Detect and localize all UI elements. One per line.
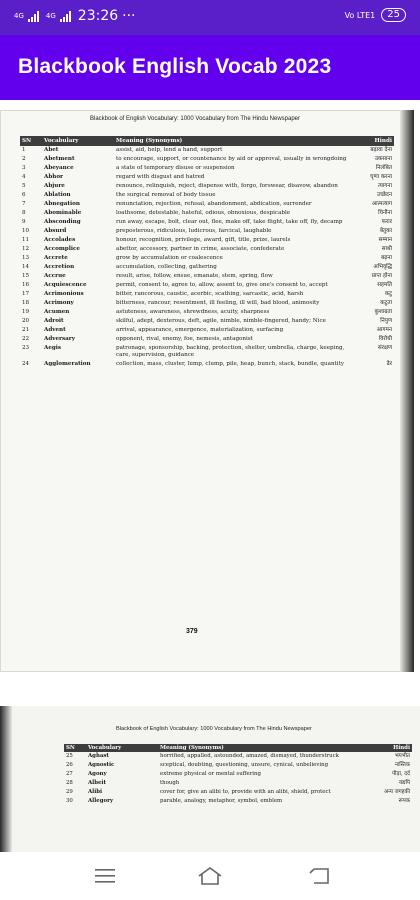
battery-icon: 25 bbox=[381, 8, 406, 22]
vocab-meaning: renunciation, rejection, refusal, abandonment, abdication, surrender bbox=[116, 201, 312, 207]
column-header: Meaning (Synonyms) bbox=[158, 744, 368, 752]
vocab-meaning: bitter, rancorous, caustic, acerbic, scathing, sarcastic, acid, harsh bbox=[116, 291, 304, 297]
row-number: 11 bbox=[22, 237, 30, 243]
vocab-meaning: cover for, give an alibi to, provide with an alibi, shield, protect bbox=[160, 789, 331, 795]
table-row bbox=[64, 779, 412, 788]
vocab-word: Abominable bbox=[44, 210, 82, 216]
table-row bbox=[20, 290, 394, 299]
back-icon[interactable] bbox=[306, 864, 332, 888]
row-number: 26 bbox=[66, 762, 73, 768]
row-number: 28 bbox=[66, 780, 73, 786]
table-header-row bbox=[64, 744, 412, 752]
vocab-meaning: accumulation, collecting, gathering bbox=[116, 264, 217, 270]
vocab-word: Acumen bbox=[44, 309, 70, 315]
vocab-word: Abet bbox=[44, 147, 59, 153]
table-row bbox=[64, 770, 412, 779]
row-number: 18 bbox=[22, 300, 30, 306]
vocab-hindi: निलंबित bbox=[375, 165, 392, 171]
vocab-hindi: भयभीत bbox=[394, 753, 410, 759]
vocab-word: Accrue bbox=[44, 273, 66, 279]
row-number: 25 bbox=[66, 753, 73, 759]
vocab-meaning: assist, aid, help, lend a hand, support bbox=[116, 147, 223, 153]
row-number: 16 bbox=[22, 282, 30, 288]
status-left bbox=[14, 8, 136, 24]
table-row bbox=[20, 146, 394, 155]
column-header: Vocabulary bbox=[86, 744, 158, 752]
app-bar bbox=[0, 35, 420, 100]
vocab-word: Agnostic bbox=[88, 762, 115, 768]
vocab-hindi: सम्मान bbox=[378, 237, 392, 243]
page-header: Blackbook of English Vocabulary: 1000 Vocabulary from The Hindu Newspaper bbox=[116, 726, 312, 732]
vocab-hindi: आगमन bbox=[376, 327, 392, 333]
table-row bbox=[20, 254, 394, 263]
table-row bbox=[20, 263, 394, 272]
vocab-word: Accrete bbox=[44, 255, 68, 261]
app-title: Blackbook English Vocab 2023 bbox=[18, 55, 332, 78]
column-header: Hindi bbox=[368, 744, 412, 752]
vocab-hindi: बेतुका bbox=[379, 228, 392, 234]
vocab-meaning: honour, recognition, privilege, award, gift, title, prize, laurels bbox=[116, 237, 291, 243]
row-number: 13 bbox=[22, 255, 30, 261]
vocab-word: Acquiescence bbox=[44, 282, 87, 288]
pdf-page-379[interactable] bbox=[0, 110, 414, 672]
row-number: 27 bbox=[66, 771, 73, 777]
vocab-hindi: ढेर bbox=[386, 361, 392, 367]
table-row bbox=[20, 281, 394, 290]
row-number: 24 bbox=[22, 361, 30, 367]
vocab-hindi: कटु bbox=[384, 291, 392, 297]
row-number: 14 bbox=[22, 264, 30, 270]
table-row bbox=[20, 227, 394, 236]
vocab-meaning: result, arise, follow, ensue, emanate, stem, spring, flow bbox=[116, 273, 273, 279]
network-4g-label: 4G bbox=[14, 11, 24, 20]
table-header-row bbox=[20, 136, 394, 146]
vocab-meaning: sceptical, doubting, questioning, unsure, cynical, unbelieving bbox=[160, 762, 329, 768]
vocab-word: Ablation bbox=[44, 192, 71, 198]
column-header: Vocabulary bbox=[42, 136, 114, 146]
row-number: 17 bbox=[22, 291, 30, 297]
vocab-hindi: सहमति bbox=[377, 282, 392, 288]
row-number: 23 bbox=[22, 345, 30, 351]
vocab-meaning: opponent, rival, enemy, foe, nemesis, antagonist bbox=[116, 336, 253, 342]
vocab-word: Accomplice bbox=[44, 246, 80, 252]
vocab-word: Accretion bbox=[44, 264, 75, 270]
table-row bbox=[64, 797, 412, 806]
vocab-word: Agglomeration bbox=[44, 361, 91, 367]
vocab-word: Alibi bbox=[88, 789, 103, 795]
navigation-bar bbox=[0, 852, 420, 900]
vocab-meaning: extreme physical or mental suffering bbox=[160, 771, 261, 777]
vocab-meaning: run away, escape, bolt, clear out, flee, make off, take flight, take off, fly, decamp bbox=[116, 219, 343, 225]
vocab-meaning: renounce, relinquish, reject, dispense with, forgo, forswear, disavow, abandon bbox=[116, 183, 338, 189]
vocab-word: Adroit bbox=[44, 318, 64, 324]
row-number: 15 bbox=[22, 273, 30, 279]
row-number: 7 bbox=[22, 201, 26, 207]
vocab-word: Agony bbox=[88, 771, 107, 777]
table-row bbox=[64, 788, 412, 797]
column-header: Hindi bbox=[350, 136, 394, 146]
row-number: 20 bbox=[22, 318, 30, 324]
vocab-hindi: विरोधी bbox=[378, 336, 392, 342]
table-row bbox=[20, 299, 394, 308]
vocab-meaning: horrified, appalled, astounded, amazed, dismayed, thunderstruck bbox=[160, 753, 339, 759]
vocab-hindi: संरक्षण bbox=[377, 345, 392, 351]
column-header: Meaning (Synonyms) bbox=[114, 136, 350, 146]
menu-icon[interactable] bbox=[92, 864, 118, 888]
table-body bbox=[20, 146, 394, 369]
vocab-word: Abetment bbox=[44, 156, 75, 162]
vocab-meaning: bitterness, rancour, resentment, ill feeling, ill will, bad blood, animosity bbox=[116, 300, 320, 306]
vocab-hindi: नास्तिक bbox=[394, 762, 410, 768]
vocab-hindi: अभिवृद्धि bbox=[373, 264, 392, 270]
vocab-meaning: patronage, sponsorship, backing, protection, shelter, umbrella, charge, keeping, care, supervision, guidance bbox=[116, 345, 345, 358]
table-row bbox=[64, 761, 412, 770]
volte-label: Vo LTE1 bbox=[344, 10, 376, 20]
table-row bbox=[20, 155, 394, 164]
row-number: 2 bbox=[22, 156, 26, 162]
vocab-hindi: आत्मत्याग bbox=[371, 201, 392, 207]
vocab-meaning: the surgical removal of body tissue bbox=[116, 192, 216, 198]
vocab-hindi: निपुण bbox=[380, 318, 392, 324]
vocab-word: Absurd bbox=[44, 228, 67, 234]
column-header: SN bbox=[20, 136, 42, 146]
vocab-hindi: यद्यपि bbox=[399, 780, 410, 786]
page-header: Blackbook of English Vocabulary: 1000 Vocabulary from The Hindu Newspaper bbox=[90, 116, 301, 122]
vocab-hindi: बढ़ना bbox=[381, 255, 392, 261]
vocab-word: Aghast bbox=[88, 753, 109, 759]
row-number: 19 bbox=[22, 309, 30, 315]
clock: 23:26 bbox=[77, 8, 119, 24]
vocab-table bbox=[64, 744, 412, 806]
table-row bbox=[20, 200, 394, 209]
vocab-hindi: त्यागना bbox=[377, 183, 392, 189]
vocab-word: Abnegation bbox=[44, 201, 80, 207]
row-number: 8 bbox=[22, 210, 26, 216]
vocab-hindi: फरार bbox=[381, 219, 392, 225]
vocab-table bbox=[20, 136, 394, 369]
table-row bbox=[20, 191, 394, 200]
table-row bbox=[20, 360, 394, 369]
vocab-word: Acrimonious bbox=[44, 291, 84, 297]
table-body bbox=[64, 752, 412, 806]
vocab-hindi: कुशाग्रता bbox=[374, 309, 392, 315]
vocab-word: Allegory bbox=[88, 798, 114, 804]
vocab-meaning: grow by accumulation or coalescence bbox=[116, 255, 223, 261]
table-row bbox=[20, 326, 394, 335]
row-number: 5 bbox=[22, 183, 26, 189]
table-row bbox=[20, 272, 394, 281]
table-row bbox=[20, 317, 394, 326]
vocab-meaning: abettor, accessory, partner in crime, associate, confederate bbox=[116, 246, 285, 252]
row-number: 9 bbox=[22, 219, 26, 225]
network-4g-label-2: 4G bbox=[45, 11, 56, 20]
vocab-word: Albeit bbox=[88, 780, 106, 786]
vocab-hindi: रूपक bbox=[398, 798, 410, 804]
vocab-meaning: regard with disgust and hatred bbox=[116, 174, 205, 180]
table-row bbox=[20, 245, 394, 254]
table-row bbox=[64, 752, 412, 761]
vocab-hindi: पीड़ा, दर्द bbox=[392, 771, 410, 777]
row-number: 22 bbox=[22, 336, 30, 342]
signal-icon bbox=[28, 11, 39, 22]
vocab-meaning: loathsome, detestable, hateful, odious, obnoxious, despicable bbox=[116, 210, 291, 216]
vocab-meaning: preposterous, ridiculous, ludicrous, farcical, laughable bbox=[116, 228, 272, 234]
table-row bbox=[20, 218, 394, 227]
vocab-word: Absconding bbox=[44, 219, 81, 225]
row-number: 30 bbox=[66, 798, 73, 804]
row-number: 1 bbox=[22, 147, 26, 153]
vocab-hindi: उच्छेदन bbox=[376, 192, 392, 198]
page-number: 379 bbox=[186, 628, 198, 635]
vocab-meaning: arrival, appearance, emergence, materialization, surfacing bbox=[116, 327, 284, 333]
vocab-hindi: उकसाना bbox=[374, 156, 392, 162]
vocab-word: Acrimony bbox=[44, 300, 74, 306]
table-row bbox=[20, 164, 394, 173]
vocab-hindi: प्राप्त होना bbox=[371, 273, 392, 279]
vocab-hindi: बढ़ावा देना bbox=[370, 147, 392, 153]
vocab-meaning: a state of temporary disuse or suspension bbox=[116, 165, 235, 171]
vocab-meaning: collection, mass, cluster, lump, clump, pile, heap, bunch, stack, bundle, quantity bbox=[116, 361, 344, 367]
row-number: 21 bbox=[22, 327, 30, 333]
column-header: SN bbox=[64, 744, 86, 752]
home-icon[interactable] bbox=[197, 864, 223, 888]
table-row bbox=[20, 173, 394, 182]
table-row bbox=[20, 344, 394, 360]
status-bar bbox=[0, 0, 420, 35]
row-number: 6 bbox=[22, 192, 26, 198]
row-number: 29 bbox=[66, 789, 73, 795]
table-row bbox=[20, 236, 394, 245]
vocab-hindi: कटुता bbox=[380, 300, 392, 306]
table-row bbox=[20, 182, 394, 191]
vocab-hindi: अन्य जगहकी bbox=[384, 789, 410, 795]
vocab-word: Abeyance bbox=[44, 165, 74, 171]
row-number: 12 bbox=[22, 246, 30, 252]
vocab-meaning: astuteness, awareness, shrewdness, acuity, sharpness bbox=[116, 309, 270, 315]
vocab-word: Aegis bbox=[44, 345, 62, 351]
vocab-word: Accolades bbox=[44, 237, 76, 243]
vocab-hindi: साथी bbox=[381, 246, 392, 252]
vocab-word: Adversary bbox=[44, 336, 75, 342]
signal-icon-2 bbox=[60, 11, 71, 22]
table-row bbox=[20, 209, 394, 218]
vocab-meaning: permit, consent to, agree to, allow, assent to, give one's consent to, accept bbox=[116, 282, 328, 288]
vocab-hindi: घिनौना bbox=[378, 210, 392, 216]
vocab-meaning: to encourage, support, or countenance by aid or approval, usually in wrongdoing bbox=[116, 156, 347, 162]
row-number: 10 bbox=[22, 228, 30, 234]
vocab-meaning: though bbox=[160, 780, 180, 786]
table-row bbox=[20, 308, 394, 317]
row-number: 4 bbox=[22, 174, 26, 180]
row-number: 3 bbox=[22, 165, 26, 171]
vocab-word: Abhor bbox=[44, 174, 63, 180]
table-row bbox=[20, 335, 394, 344]
notification-dots: ··· bbox=[122, 8, 136, 24]
pdf-page-next[interactable] bbox=[0, 706, 420, 852]
vocab-word: Advent bbox=[44, 327, 66, 333]
vocab-hindi: घृणा करना bbox=[370, 174, 392, 180]
vocab-word: Abjure bbox=[44, 183, 65, 189]
status-right bbox=[345, 8, 406, 22]
vocab-meaning: skilful, adept, dexterous, deft, agile, nimble, nimble-fingered, handy; Nice bbox=[116, 318, 326, 324]
vocab-meaning: parable, analogy, metaphor, symbol, emblem bbox=[160, 798, 283, 804]
